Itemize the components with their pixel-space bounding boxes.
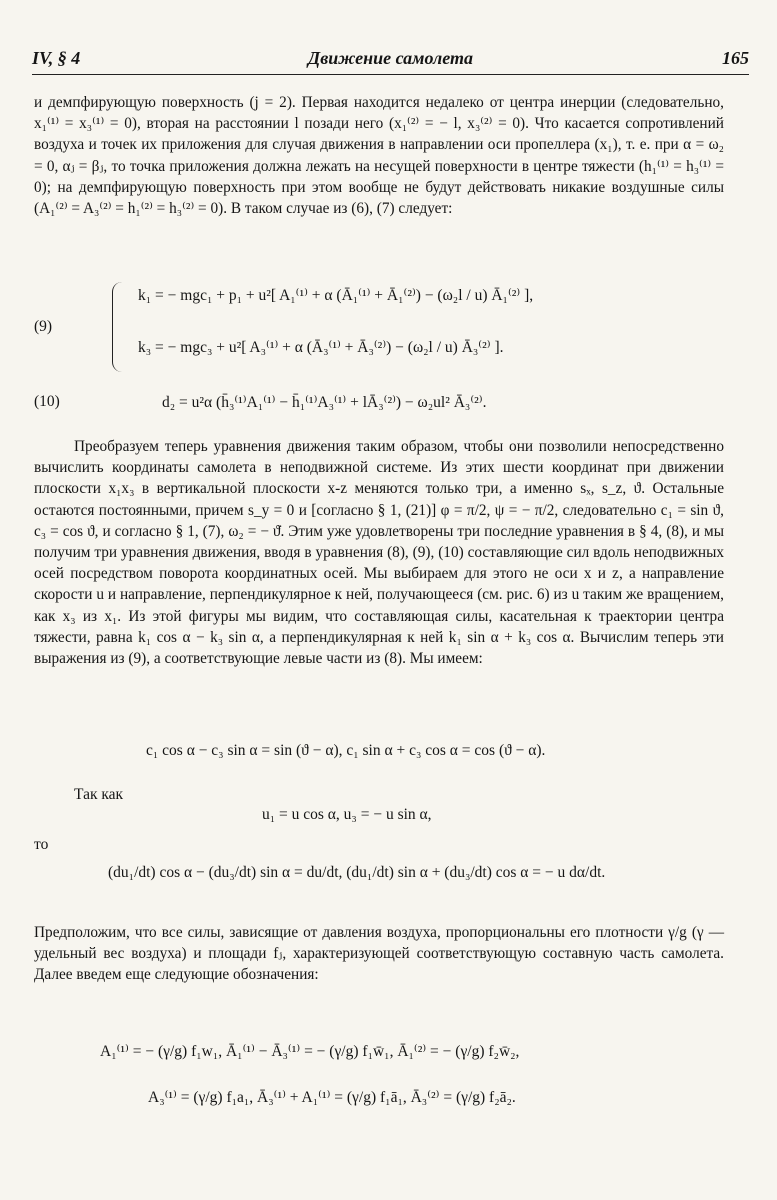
text-tak-kak: Так как bbox=[74, 786, 124, 803]
page-title: Движение самолета bbox=[307, 48, 474, 68]
text-to: то bbox=[34, 836, 49, 853]
equation-derivatives: (du₁/dt) cos α − (du₃/dt) sin α = du/dt, (du₁/dt) sin α + (du₃/dt) cos α = − u dα/dt. bbox=[108, 864, 606, 881]
equation-9-line-1: k₁ = − mgc₁ + p₁ + u²[ A₁⁽¹⁾ + α (Ā₁⁽¹⁾ + Ā₁⁽²⁾) − (ω₂l / u) Ā₁⁽²⁾ ], bbox=[138, 287, 534, 304]
equation-trig-identities: c₁ cos α − c₃ sin α = sin (ϑ − α), c₁ sin α + c₃ cos α = cos (ϑ − α). bbox=[146, 742, 546, 759]
equation-velocity-components: u₁ = u cos α, u₃ = − u sin α, bbox=[262, 806, 432, 823]
equation-number-10: (10) bbox=[34, 393, 60, 410]
equation-number-9: (9) bbox=[34, 318, 53, 335]
equation-9-line-2: k₃ = − mgc₃ + u²[ A₃⁽¹⁾ + α (Ā₃⁽¹⁾ + Ā₃⁽²⁾) − (ω₂l / u) Ā₃⁽²⁾ ]. bbox=[138, 339, 504, 356]
paragraph-transformation: Преобразуем теперь уравнения движения таким образом, чтобы они позволили непосредственно вычислить координаты самолета в неподвижной системе. Из этих шести координат при движении плоскости x₁x₃ в вертикальной плоскости x-z меняются только три, а именно sₓ, s_z, ϑ. Остальные остаются постоянными, причем s_y = 0 и [согласно § 1, (21)] φ = π/2, ψ = − π/2, следовательно c₁ = sin ϑ, c₃ = cos ϑ, и согласно § 1, (7), ω₂ = − ϑ̇. Этим уже удовлетворены три последние уравнения в § 4, (8), и мы получим три уравнения движения, вводя в уравнения (8), (9), (10) составляющие сил вдоль неподвижных осей посредством поворота координатных осей. Мы выбираем для этого не оси x и z, а направление скорости u и направление, перпендикулярное к ней, получающееся (см. рис. 6) из u таким же вращением, как x₃ из x₁. Из этой фигуры мы видим, что составляющая силы, касательная к траектории центра тяжести, равна k₁ cos α − k₃ sin α, а перпендикулярная к ней k₁ sin α + k₃ cos α. Вычислим теперь эти выражения из (9), а соответствующие левые части из (8). Мы имеем: bbox=[34, 438, 724, 668]
paragraph-intro: и демпфирующую поверхность (j = 2). Первая находится недалеко от центра инерции (следовательно, x₁⁽¹⁾ = x₃⁽¹⁾ = 0), вторая на расстоянии l позади него (x₁⁽²⁾ = − l, x₃⁽²⁾ = 0). Что касается сопротивлений воздуха и точек их приложения для случая движения в направлении оси пропеллера (x₁), т. е. при α = ω₂ = 0, αⱼ = βⱼ, то точка приложения должна лежать на несущей поверхности в центре тяжести (h₁⁽¹⁾ = h₃⁽¹⁾ = 0); на демпфирующую поверхность при этом вообще не будут действовать никакие воздушные силы (A₁⁽²⁾ = A₃⁽²⁾ = h₁⁽²⁾ = h₃⁽²⁾ = 0). В таком случае из (6), (7) следует: bbox=[34, 94, 724, 218]
equation-10: d₂ = u²α (h̄₃⁽¹⁾A₁⁽¹⁾ − h̄₁⁽¹⁾A₃⁽¹⁾ + lĀ₃⁽²⁾) − ω₂ul² Ā₃⁽²⁾. bbox=[162, 394, 487, 411]
system-brace bbox=[112, 282, 127, 372]
paragraph-assumptions: Предположим, что все силы, зависящие от давления воздуха, пропорциональны его плотности γ/g (γ — удельный вес воздуха) и площади fⱼ, характеризующей соответствующую составную часть самолета. Далее введем еще следующие обозначения: bbox=[34, 924, 724, 984]
equation-definitions-line-1: A₁⁽¹⁾ = − (γ/g) f₁w₁, Ā₁⁽¹⁾ − Ā₃⁽¹⁾ = − (γ/g) f₁w̄₁, Ā₁⁽²⁾ = − (γ/g) f₂w̄₂, bbox=[100, 1043, 520, 1060]
equation-definitions-line-2: A₃⁽¹⁾ = (γ/g) f₁a₁, Ā₃⁽¹⁾ + A₁⁽¹⁾ = (γ/g) f₁ā₁, Ā₃⁽²⁾ = (γ/g) f₂ā₂. bbox=[148, 1089, 516, 1106]
page-number: 165 bbox=[722, 48, 749, 68]
running-header bbox=[32, 44, 749, 75]
section-reference: IV, § 4 bbox=[32, 48, 81, 68]
